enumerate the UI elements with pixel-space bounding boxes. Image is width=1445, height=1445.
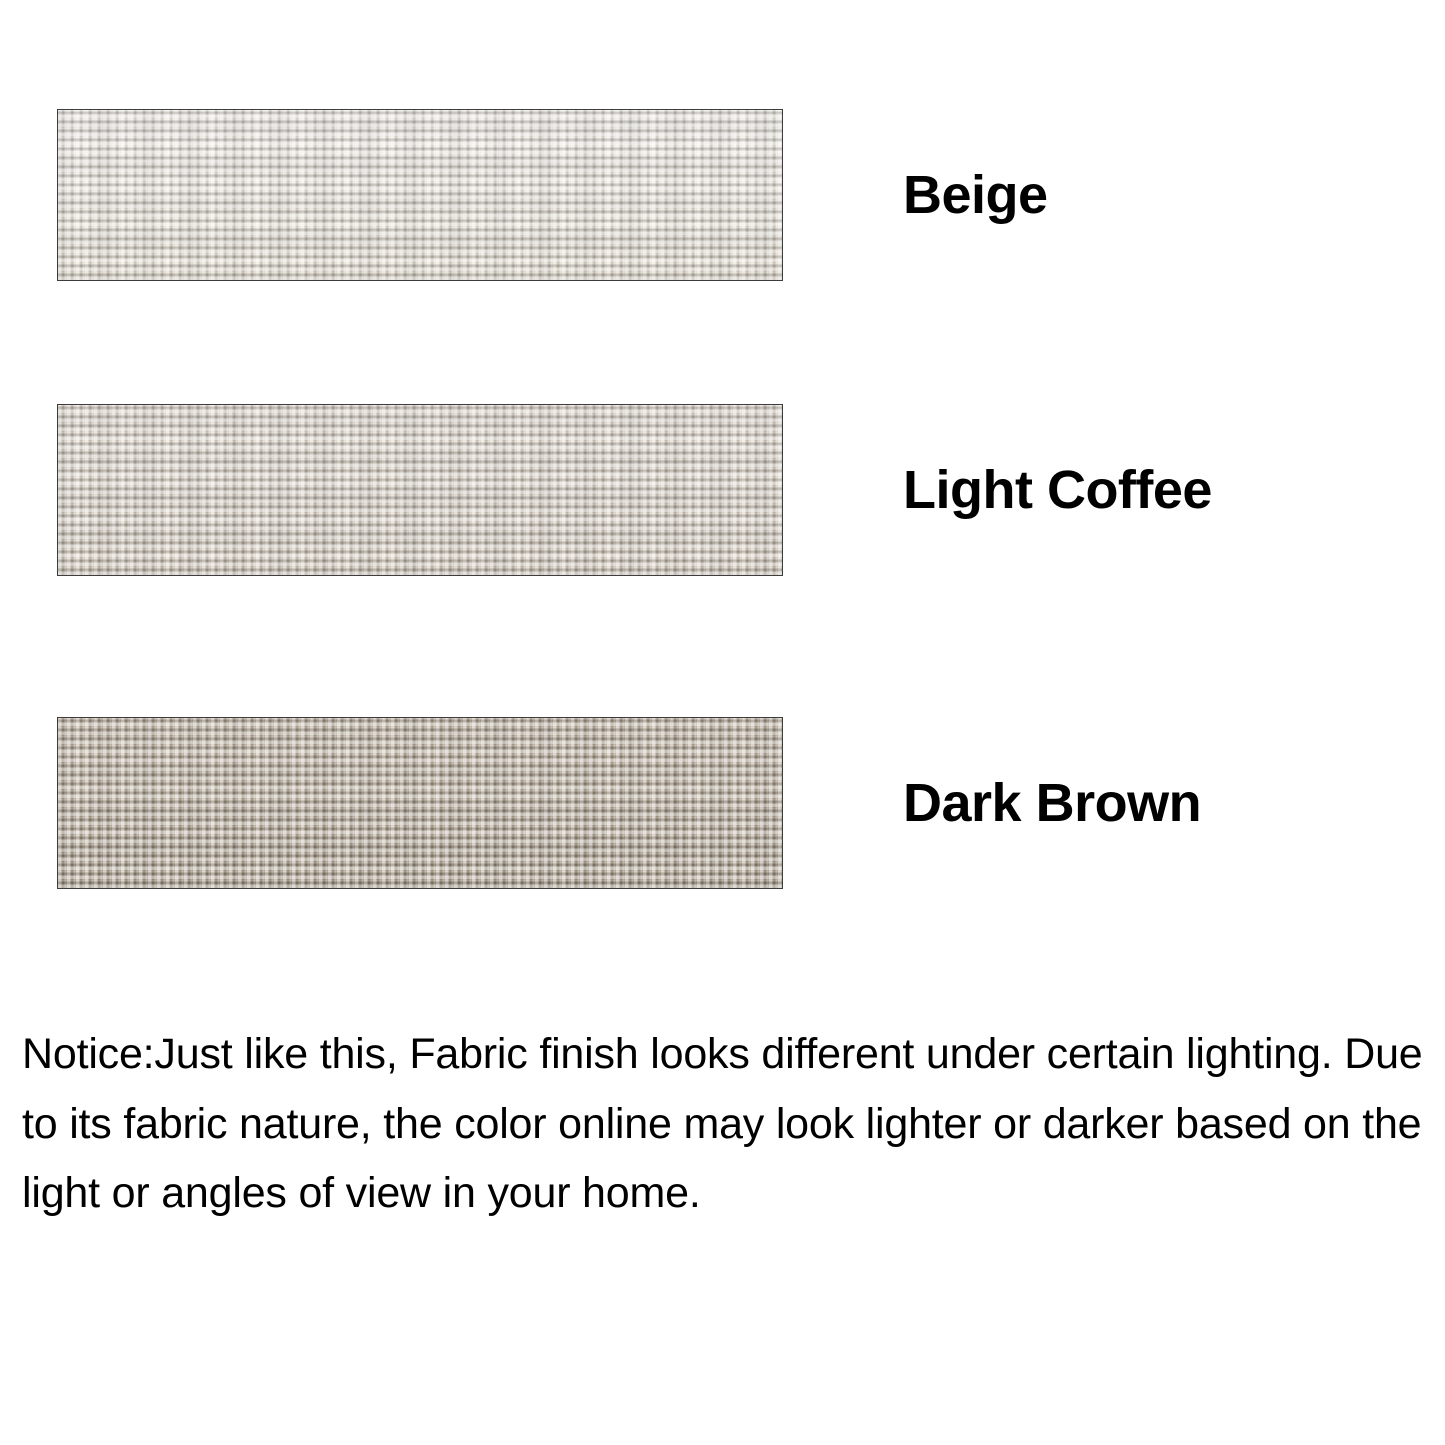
- notice-text: Notice:Just like this, Fabric finish looks different under certain lighting. Due to its fabric nature, the color online may look lighter or darker based on the light or angles of view in your home.: [22, 1030, 1423, 1218]
- swatch-row: [0, 105, 1445, 285]
- swatch-row: [0, 400, 1445, 580]
- fabric-swatch-light-coffee: [57, 404, 783, 576]
- swatch-label-dark-brown: Dark Brown: [903, 773, 1202, 833]
- weave-texture: [58, 405, 782, 575]
- weave-slub-variation: [58, 718, 782, 888]
- swatch-label-beige: Beige: [903, 165, 1048, 225]
- swatch-label-light-coffee: Light Coffee: [903, 460, 1212, 520]
- weave-texture: [58, 110, 782, 280]
- weave-texture: [58, 718, 782, 888]
- weave-slub-variation: [58, 405, 782, 575]
- weave-slub-variation: [58, 110, 782, 280]
- swatch-row: [0, 713, 1445, 893]
- fabric-swatch-dark-brown: [57, 717, 783, 889]
- fabric-swatch-beige: [57, 109, 783, 281]
